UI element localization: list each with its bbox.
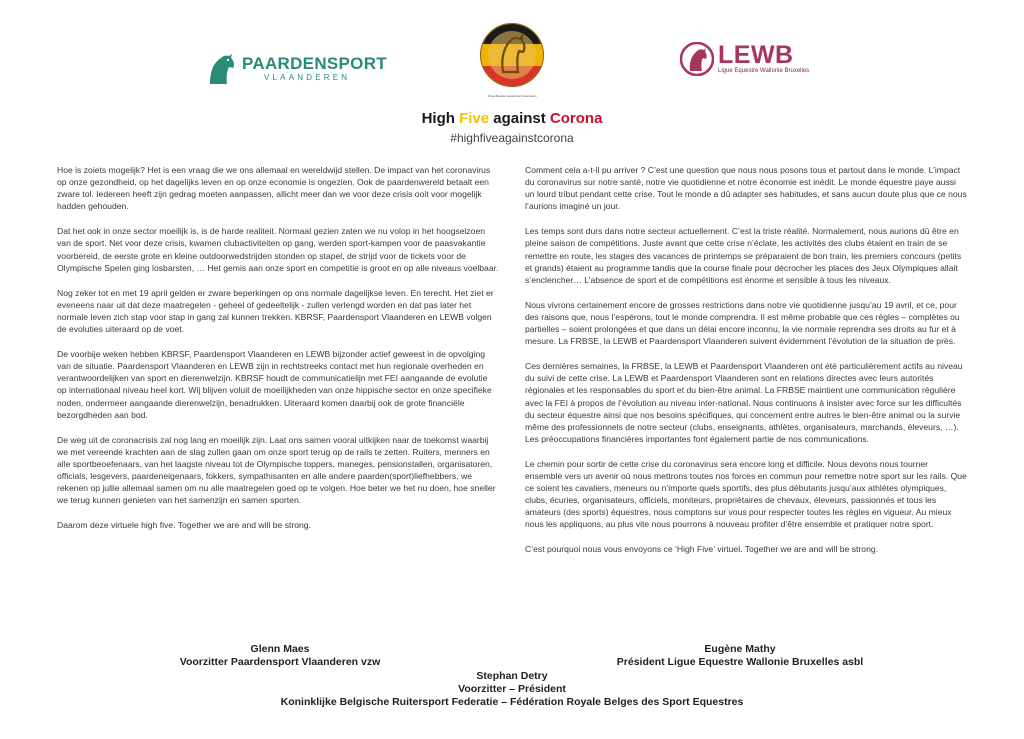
signatory-name: Eugène Mathy bbox=[704, 643, 776, 655]
nl-paragraph-2: Dat het ook in onze sector moeilijk is, is de harde realiteit. Normaal gezien zaten we nu volop in het hoogseizoen van de sport. Net voor deze crisis, kwamen clubactiviteiten op gang, werden sport-kampen voor de paasvakantie voorbereid, de eerste grote en kleine outdoorwedstrijden stonden op stapel, de strijd voor de tickets voor de Olympische Spelen ging losbarsten, … Het gemis aan onze sport en competitie is groot en op alle niveaus voelbaar. bbox=[57, 226, 499, 273]
fr-paragraph-4: Ces dernières semaines, la FRBSE, la LEWB et Paardensport Vlaanderen ont été particulièrement actifs au niveau du suivi de cette crise. La LEWB et Paardensport Vlaanderen sont en relations directes avec leurs autorités régionales et les responsables du sport et du bien-être animal. La FRBSE maintient une communication régulière avec la FEI à propos de l’évolution au niveau inter-national. Nous continuons à insister avec force sur les difficultés du secteur équestre ainsi que nos besoins spécifiques, qui concernent entre autres le bien-être animal ou la survie même des professionnels de notre secteur (clubs, enseignants, athlètes, organisateurs, marchands, éleveurs, …). Les préoccupations financières importantes font également partie de nos communications. bbox=[525, 361, 963, 444]
signatory-role: Voorzitter Paardensport Vlaanderen vzw bbox=[179, 656, 381, 668]
lewb-wordmark: LEWB bbox=[718, 41, 794, 69]
nl-paragraph-4: De voorbije weken hebben KBRSF, Paardensport Vlaanderen en LEWB bijzonder actief geweest in de opvolging van de situatie. Paardensport Vlaanderen en LEWB zijn in rechtstreeks contact met hun regionale overheden en verantwoordelijken van sport en dierenwelzijn. KBRSF houdt de communicatielijn met FEI aangaande de evolutie op internationaal niveau heel kort. Wij blijven voluit de moeilijkheden van onze hippische sector en onze specifieke noden, ondermeer aangaande dierenwelzijn, benadrukken. Uiteraard komen daarbij ook de grote financiële bezorgdheden aan bod. bbox=[57, 349, 492, 420]
rbef-emblem-icon bbox=[479, 22, 545, 88]
paardensport-wordmark: PAARDENSPORT bbox=[242, 54, 387, 73]
nl-paragraph-5: De weg uit de coronacrisis zal nog lang en moeilijk zijn. Laat ons samen vooral uitkijken naar de toekomst waarbij we met vereende krachten aan de slag zullen gaan om onze sport terug op de rails te zetten. Ruiters, menners en alle sportbeoefenaars, van het laagste niveau tot de Olympische toppers, maneges, pensionstallen, organisatoren, officials, lesgevers, paardeneigenaars, fokkers, sympathisanten en alle andere paarden(sport)liefhebbers, we rekenen op jullie allemaal samen om nu alle maatregelen goed op te volgen. Hoe beter we het nu doen, hoe sneller we terug kunnen genieten van het samenzijn en samen sporten. bbox=[57, 434, 496, 506]
hashtag: #highfiveagainstcorona bbox=[450, 131, 574, 145]
fr-paragraph-3: Nous vivrons certainement encore de grosses restrictions dans notre vie quotidienne jusqu’au 19 avril, et ce, pour des raisons que, nous l’espérons, tout le monde comprendra. Il est même probable que ces règles – complètes ou partielles – soient prolongées et que dans un délai encore inconnu, la vie normale reprendra ses droits au fur et à mesure. La FRBSE, la LEWB et Paardensport Vlaanderen suivent évidemment l’évolution de la situation de près. bbox=[525, 299, 960, 347]
dutch-column bbox=[57, 164, 499, 544]
signature-left bbox=[150, 643, 410, 669]
fr-paragraph-6: C’est pourquoi nous vous envoyons ce ‘High Five’ virtuel. Together we are and will be strong. bbox=[525, 544, 879, 555]
title-five: Five bbox=[459, 110, 490, 127]
lewb-subtitle: Ligue Equestre Wallonie Bruxelles bbox=[718, 68, 810, 74]
title-high: High bbox=[421, 110, 460, 127]
horse-head-icon bbox=[204, 52, 238, 86]
rbef-caption: Royal Belgian Equestrian Federation bbox=[487, 94, 537, 98]
signatory-role: Voorzitter – Président bbox=[458, 683, 566, 695]
nl-paragraph-1: Hoe is zoiets mogelijk? Het is een vraag die we ons allemaal en wereldwijd stellen. De impact van het coronavirus op onze gezondheid, op het dagelijks leven en op onze economie is ongezien. Ook de paardenwereld betaalt een zware tol. Iedereen heeft zijn gedrag moeten aanpassen, allicht meer dan we voor deze crisis ooit voor mogelijk hadden gehouden. bbox=[57, 165, 491, 212]
logo-bar bbox=[0, 18, 1024, 108]
signature-center bbox=[212, 670, 812, 709]
signatory-organisation: Koninklijke Belgische Ruitersport Federatie – Fédération Royale Belges des Sport Equestres bbox=[280, 696, 744, 708]
fr-paragraph-1: Comment cela a-t-il pu arriver ? C’est une question que nous nous posons tous et partout dans le monde. L’impact du coronavirus sur notre santé, notre vie quotidienne et notre économie est inédit. Le monde équestre paye aussi un lourd tribut pendant cette crise. Tout le monde a dû adapter ses habitudes, et sans aucun doute plus que ce nous l’aurions imaginé un jour. bbox=[525, 165, 967, 212]
nl-paragraph-6: Daarom deze virtuele high five. Together we are and will be strong. bbox=[57, 520, 311, 531]
signatory-name: Stephan Detry bbox=[476, 670, 548, 682]
lewb-logo bbox=[680, 42, 809, 76]
title-against: against bbox=[489, 110, 550, 127]
page-title bbox=[0, 110, 1024, 128]
fr-paragraph-5: Le chemin pour sortir de cette crise du coronavirus sera encore long et difficile. Nous devons nous tourner ensemble vers un avenir où nous mettrons toutes nos forces en commun pour remettre notre sport sur les rails. Que ce soient les cavaliers, meneurs ou n’importe quels sportifs, des plus débutants jusqu’aux athlètes olympiques, clubs, écuries, organisateurs, officiels, moniteurs, propriétaires de chevaux, éleveurs, passionnés et tous les amateurs (des sports) équestres, nous comptons sur vous pour respecter toutes les règles en vigueur. Au mieux nous les appliquons, au plus vite nous pourrons à nouveau profiter d’être ensemble et pratiquer notre sport. bbox=[525, 458, 967, 530]
vlaanderen-wordmark: VLAANDEREN bbox=[264, 73, 351, 82]
signature-right bbox=[610, 643, 870, 669]
signatory-name: Glenn Maes bbox=[250, 643, 310, 655]
title-corona: Corona bbox=[549, 110, 603, 127]
french-column bbox=[525, 164, 967, 569]
fr-paragraph-2: Les temps sont durs dans notre secteur actuellement. C’est la triste réalité. Normalement, nous aurions dû être en pleine saison de compétitions. Juste avant que cette crise n’éclate, les activités des clubs étaient en train de se remettre en route, les stages des vacances de printemps se préparaient de bon train, les premiers concours (petits et grands) étaient au programme tandis que la course finale pour décrocher les places des Jeux Olympiques allait s’enclencher… L’absence de sport et de compétitions est énorme et sensible à tous les niveaux. bbox=[525, 226, 962, 285]
rbef-logo bbox=[478, 22, 546, 98]
paardensport-vlaanderen-logo bbox=[204, 52, 387, 86]
lewb-horse-icon bbox=[680, 42, 714, 76]
signatory-role: Président Ligue Equestre Wallonie Bruxelles asbl bbox=[616, 656, 864, 668]
nl-paragraph-3: Nog zeker tot en met 19 april gelden er zware beperkingen op ons normale dagelijkse leven. En terecht. Het ziet er eveneens naar uit dat deze maatregelen - geheel of gedeeltelijk - zullen verlengd worden en dat pas later het normale leven zich stap voor stap in gang zal kunnen trekken. KBRSF, Paardensport Vlaanderen en LEWB volgen de evoluties uiteraard op de voet. bbox=[57, 287, 494, 335]
